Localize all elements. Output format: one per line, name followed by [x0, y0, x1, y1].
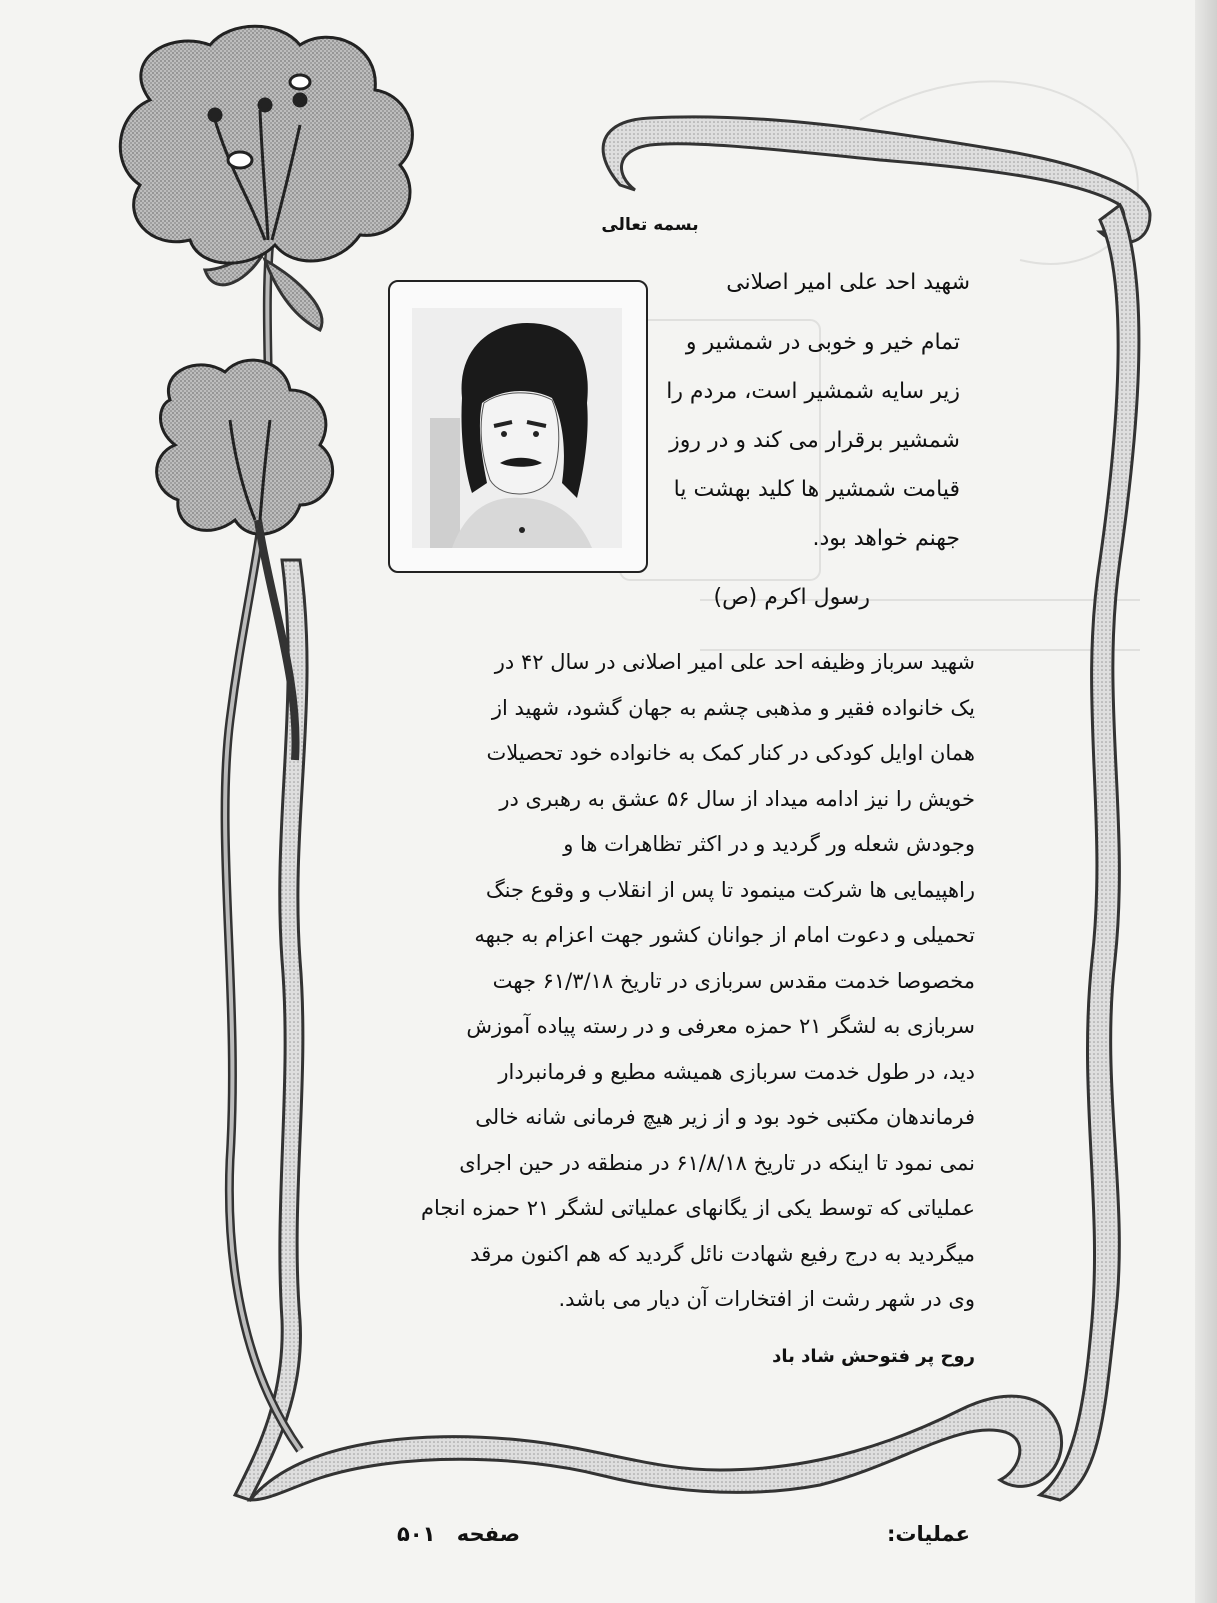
page-number: ۵۰۱ [396, 1522, 436, 1546]
biography-line: عملیاتی که توسط یکی از یگانهای عملیاتی لشگر ۲۱ حمزه انجام [421, 1196, 975, 1220]
biography-line: خویش را نیز ادامه میداد از سال ۵۶ عشق به رهبری در [499, 786, 975, 811]
quote-line: قیامت شمشیر ها کلید بهشت یا [673, 477, 960, 502]
biography-line: وجودش شعله ور گردید و در اکثر تظاهرات ها و [563, 832, 975, 856]
quote-line: زیر سایه شمشیر است، مردم را [666, 379, 960, 404]
lower-flower [157, 360, 333, 534]
top-flower [120, 26, 412, 263]
biography-line: نمی نمود تا اینکه در تاریخ ۶۱/۸/۱۸ در منطقه در حین اجرای [459, 1150, 975, 1175]
biography-line: وی در شهر رشت از افتخارات آن دیار می باشد. [558, 1287, 975, 1311]
closing-prayer: روح پر فتوحش شاد باد [772, 1346, 975, 1367]
biography-text [370, 640, 975, 1323]
quote-line: تمام خیر و خوبی در شمشیر و [685, 330, 960, 355]
page-number-footer [340, 1522, 520, 1546]
quote-line: جهنم خواهد بود. [812, 526, 960, 551]
biography-line: مخصوصا خدمت مقدس سربازی در تاریخ ۶۱/۳/۱۸ جهت [492, 968, 975, 993]
page-label: صفحه [456, 1522, 520, 1546]
biography-line: همان اوایل کودکی در کنار کمک به خانواده خود تحصیلات [486, 741, 975, 765]
portrait-photo [412, 308, 622, 548]
biography-line: سربازی به لشگر ۲۱ حمزه معرفی و در رسته پیاده آموزش [466, 1014, 975, 1038]
operations-label: عملیات: [887, 1522, 970, 1546]
biography-line: تحمیلی و دعوت امام از جوانان کشور جهت اعزام به جبهه [474, 923, 975, 947]
hadith-quote [660, 318, 960, 563]
quote-attribution: رسول اکرم (ص) [713, 585, 870, 610]
biography-line: راهپیمایی ها شرکت مینمود تا پس از انقلاب و وقوع جنگ [485, 877, 975, 902]
quote-line: شمشیر برقرار می کند و در روز [669, 428, 960, 453]
biography-line: فرماندهان مکتبی خود بود و از زیر هیچ فرمانی شانه خالی [475, 1105, 975, 1129]
martyr-name-title: شهید احد علی امیر اصلانی [726, 270, 970, 295]
bismillah-heading: بسمه تعالی [601, 215, 699, 235]
biography-line: شهید سرباز وظیفه احد علی امیر اصلانی در سال ۴۲ در [494, 650, 975, 674]
biography-line: میگردید به درج رفیع شهادت نائل گردید که هم اکنون مرقد [470, 1241, 975, 1266]
portrait-photo-icon [412, 308, 622, 548]
biography-line: دید، در طول خدمت سربازی همیشه مطیع و فرمانبردار [498, 1059, 975, 1084]
portrait-photo-frame [388, 280, 648, 573]
biography-line: یک خانواده فقیر و مذهبی چشم به جهان گشود، شهید از [491, 695, 975, 720]
